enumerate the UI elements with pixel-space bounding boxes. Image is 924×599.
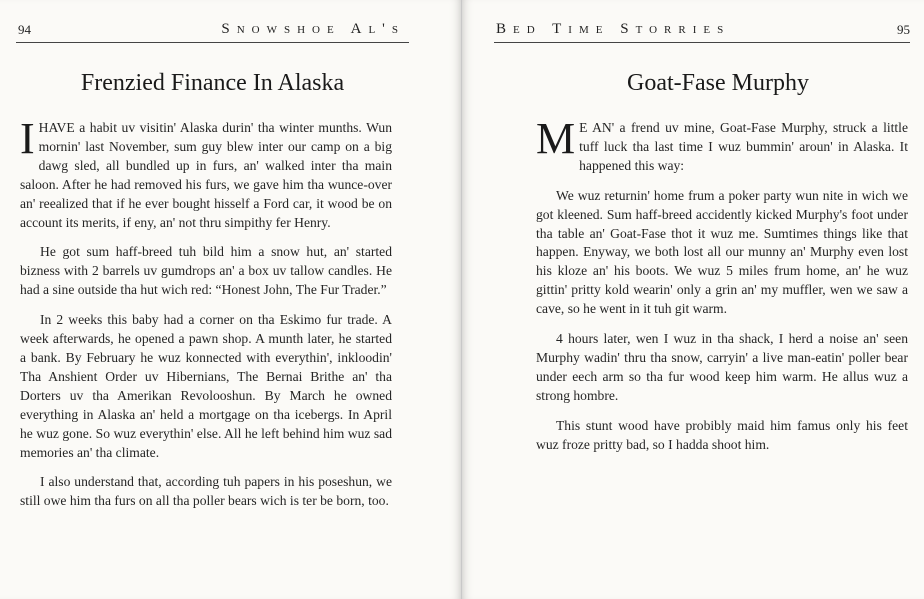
left-paragraph-2: He got sum haff-breed tuh bild him a snow hut, an' started bizness with 2 barrels uv gumdrops an' a box uv tallow candles. He had a sine outside tha hut wich red: “Honest John, The Fur Trader.”: [20, 244, 392, 298]
left-running-head: [18, 14, 405, 38]
right-header-rule: [494, 42, 910, 43]
right-paragraph-2: We wuz returnin' home frum a poker party wun nite in wich we got kleened. Sum haff-breed accidently kicked Murphy's foot under tha table an' Goat-Fase thot it wuz me. Sumtimes things like that happen. Enyway, we both lost all our munny an' Murphy even lost his kloze an' his boots. We wuz 5 miles frum home, an' he wuz gittin' pritty kold wearin' only a grin an' my muffler, wen we saw a cave, so he went in it tuh git warm.: [536, 187, 908, 317]
right-paragraph-3: 4 hours later, wen I wuz in tha shack, I herd a noise an' seen Murphy wadin' thru tha snow, carryin' a live man-eatin' poller bear under eech arm so tha fur wood keep him warm. He allus wuz a strong hombre.: [536, 331, 908, 403]
right-story-body: [536, 114, 908, 466]
left-paragraph-3: In 2 weeks this baby had a corner on tha Eskimo fur trade. A week afterwards, he opened a pawn shop. A munth later, he started a bank. By February he wuz konnected with everythin', inkloodin' Tha Anshient Order uv Hibernians, The Bernai Brithe an' tha Dorters uv tha Amerikan Revolooshun. By March he owned everything in Alaska an' held a mortgage on tha icebergs. In April he wuz gone. So wuz everythin' else. All he left behind him wuz sad memories an' tha climate.: [20, 312, 392, 460]
left-header-rule: [16, 42, 409, 43]
right-running-head: [496, 14, 910, 38]
left-running-title: Snowshoe Al's: [221, 21, 405, 37]
right-page: [462, 0, 924, 599]
right-first-paragraph: [536, 114, 908, 176]
right-paragraph-4: This stunt wood have probibly maid him famus only his feet wuz froze pritty bad, so I hadda shoot him.: [536, 417, 908, 452]
left-page-number: 94: [18, 22, 31, 37]
right-drop-cap: M: [536, 114, 576, 163]
right-page-number: 95: [897, 22, 910, 37]
left-story-title: Frenzied Finance In Alaska: [80, 70, 345, 96]
left-first-paragraph: [20, 114, 392, 232]
left-paragraph-4: I also understand that, according tuh papers in his poseshun, we still owe him tha furs on all tha poller bears wich is ter be born, too.: [20, 474, 392, 509]
right-running-title: Bed Time Storries: [496, 21, 731, 37]
left-story-body: [20, 114, 392, 522]
right-first-paragraph-text: E AN' a frend uv mine, Goat-Fase Murphy, struck a little tuff luck tha last time I wuz bummin' aroun' in Alaska. It happened this way:: [579, 120, 908, 173]
left-first-paragraph-text: HAVE a habit uv visitin' Alaska durin' tha winter munths. Wun mornin' last November, sum guy blew inter our camp on a big dawg sled, all bundled up in furs, an' walked inter tha main saloon. After he had removed his furs, we gave him tha wunce-over an' reealized that if he ever bought hisself a Ford car, it wood be on account its merits, if eny, an' not thru simpithy fer Henry.: [20, 120, 392, 230]
right-story-title: Goat-Fase Murphy: [627, 70, 809, 96]
left-drop-cap: I: [20, 114, 35, 163]
